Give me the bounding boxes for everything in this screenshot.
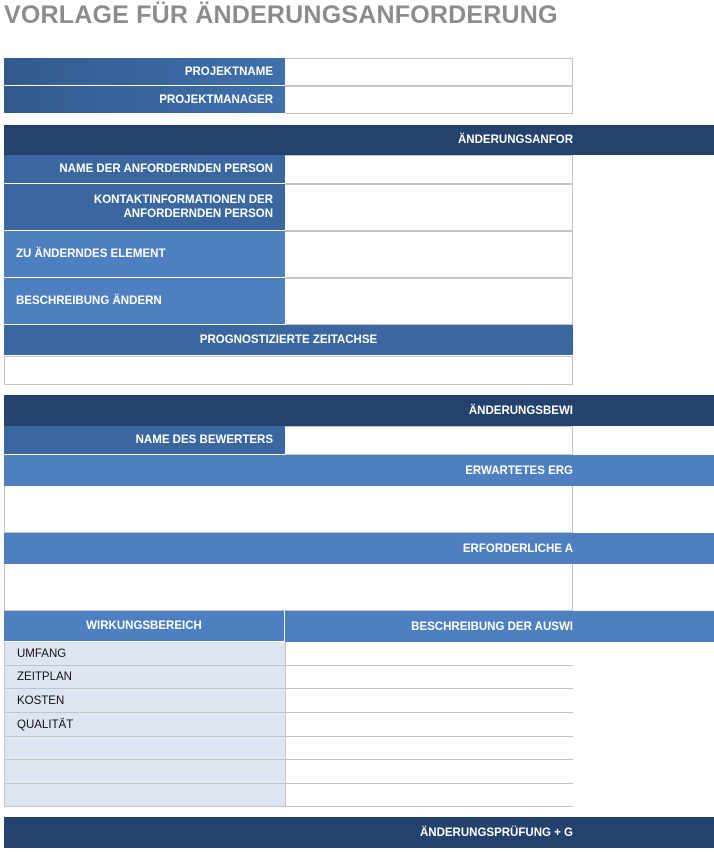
page-title: VORLAGE FÜR ÄNDERUNGSANFORDERUNG	[4, 1, 558, 29]
change-description-label: BESCHREIBUNG ÄNDERN	[4, 278, 285, 325]
impact-description-column-header-text: BESCHREIBUNG DER AUSWI	[411, 620, 573, 633]
change-request-header	[4, 125, 714, 155]
impact-area-cell: ZEITPLAN	[4, 666, 285, 689]
impact-description-cell[interactable]	[285, 784, 573, 807]
impact-description-cell[interactable]	[285, 760, 573, 784]
requester-contact-label: KONTAKTINFORMATIONEN DER ANFORDERNDEN PERSON	[4, 184, 285, 231]
change-review-header	[4, 817, 714, 848]
impact-description-cell[interactable]	[285, 666, 573, 689]
requester-name-label: NAME DER ANFORDERNDEN PERSON	[4, 155, 285, 184]
impact-area-cell: UMFANG	[4, 642, 285, 666]
timeline-field[interactable]	[4, 356, 573, 385]
impact-area-cell: QUALITÄT	[4, 713, 285, 737]
requester-name-field[interactable]	[285, 155, 573, 184]
project-name-label: PROJEKTNAME	[4, 58, 285, 86]
expected-result-header-text: ERWARTETES ERG	[465, 464, 573, 477]
impact-description-cell[interactable]	[285, 713, 573, 737]
item-to-change-label: ZU ÄNDERNDES ELEMENT	[4, 231, 285, 278]
project-name-field[interactable]	[285, 58, 573, 86]
impact-description-cell[interactable]	[285, 737, 573, 760]
impact-area-cell[interactable]	[4, 760, 285, 784]
change-evaluation-header	[4, 395, 714, 426]
impact-area-cell[interactable]	[4, 784, 285, 807]
change-evaluation-header-text: ÄNDERUNGSBEWI	[468, 404, 573, 417]
timeline-label: PROGNOSTIZIERTE ZEITACHSE	[4, 325, 573, 356]
project-manager-label: PROJEKTMANAGER	[4, 86, 285, 114]
item-to-change-field[interactable]	[285, 231, 573, 278]
required-action-header-text: ERFORDERLICHE A	[462, 542, 573, 555]
requester-contact-field[interactable]	[285, 184, 573, 231]
impact-description-cell[interactable]	[285, 642, 573, 666]
impact-description-column-header	[285, 611, 714, 642]
evaluator-name-label: NAME DES BEWERTERS	[4, 426, 285, 455]
impact-description-cell[interactable]	[285, 689, 573, 713]
change-request-header-text: ÄNDERUNGSANFOR	[458, 134, 573, 146]
required-action-field[interactable]	[4, 564, 573, 611]
change-description-field[interactable]	[285, 278, 573, 325]
required-action-header	[4, 533, 714, 564]
impact-area-column-header: WIRKUNGSBEREICH	[4, 611, 285, 642]
impact-area-cell: KOSTEN	[4, 689, 285, 713]
project-manager-field[interactable]	[285, 86, 573, 114]
change-review-header-text: ÄNDERUNGSPRÜFUNG + G	[419, 826, 573, 839]
expected-result-header	[4, 455, 714, 486]
evaluator-name-field[interactable]	[285, 426, 573, 455]
impact-area-cell[interactable]	[4, 737, 285, 760]
expected-result-field[interactable]	[4, 486, 573, 533]
